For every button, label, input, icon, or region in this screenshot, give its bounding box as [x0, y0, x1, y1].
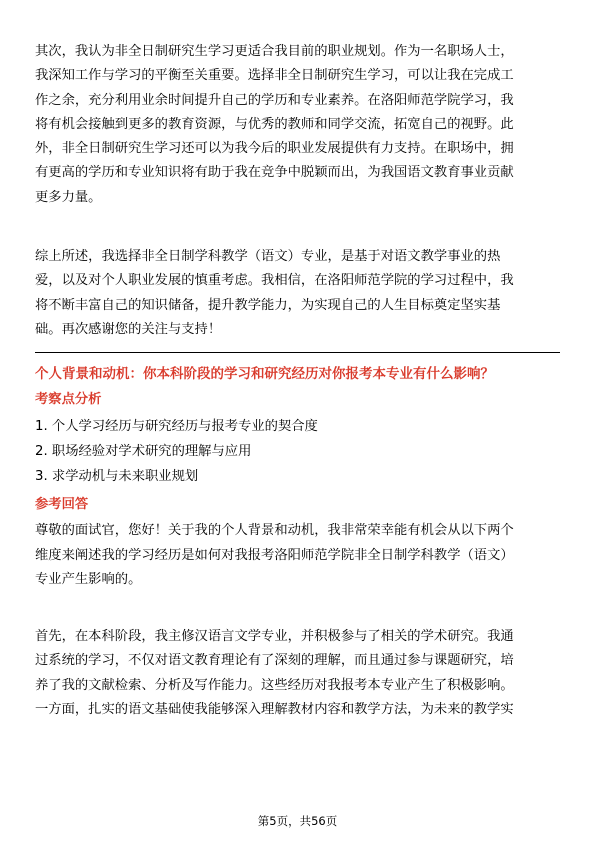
analysis-points: [35, 414, 560, 489]
paragraph-line: 综上所述，我选择非全日制学科教学（语文）专业，是基于对语文教学事业的热: [35, 249, 501, 265]
document-page: [35, 40, 560, 722]
paragraph-line: 专业产生影响的。: [35, 571, 142, 587]
paragraph-line: 将有机会接触到更多的教育资源，与优秀的教师和同学交流，拓宽自己的视野。此: [35, 116, 514, 132]
summary-paragraph: [35, 245, 560, 342]
paragraph-line: 我深知工作与学习的平衡至关重要。选择非全日制研究生学习，可以让我在完成工: [35, 68, 514, 84]
page-number: 第5页，共56页: [257, 814, 338, 828]
section-divider: [35, 352, 560, 353]
paragraph-line: 其次，我认为非全日制研究生学习更适合我目前的职业规划。作为一名职场人士，: [35, 44, 514, 59]
list-item: 1. 个人学习经历与研究经历与报考专业的契合度: [35, 419, 318, 435]
paragraph-line: 维度来阐述我的学习经历是如何对我报考洛阳师范学院非全日制学科教学（语文）: [35, 547, 514, 563]
paragraph-line: 有更高的学历和专业知识将有助于我在竞争中脱颖而出，为我国语文教育事业贡献: [35, 165, 514, 181]
paragraph-line: 一方面，扎实的语文基础使我能够深入理解教材内容和教学方法，为未来的教学实: [35, 702, 514, 718]
paragraph-line: 作之余，充分利用业余时间提升自己的学历和专业素养。在洛阳师范学院学习，我: [35, 92, 514, 108]
paragraph-line: 外，非全日制研究生学习还可以为我今后的职业发展提供有力支持。在职场中，拥: [35, 141, 514, 157]
paragraph-line: 爱，以及对个人职业发展的慎重考虑。我相信，在洛阳师范学院的学习过程中，我: [35, 273, 514, 289]
paragraph-line: 养了我的文献检索、分析及写作能力。这些经历对我报考本专业产生了积极影响。: [35, 677, 514, 693]
intro-paragraph: [35, 40, 560, 210]
paragraph-line: 尊敬的面试官，您好！关于我的个人背景和动机，我非常荣幸能有机会从以下两个: [35, 523, 514, 539]
paragraph-line: 首先，在本科阶段，我主修汉语言文学专业，并积极参与了相关的学术研究。我通: [35, 629, 514, 645]
paragraph-line: 过系统的学习，不仅对语文教育理论有了深刻的理解，而且通过参与课题研究，培: [35, 653, 514, 669]
answer-first-paragraph: [35, 625, 560, 722]
paragraph-spacer: [35, 210, 560, 245]
list-item: 3. 求学动机与未来职业规划: [35, 469, 199, 485]
paragraph-line: 础。再次感谢您的关注与支持！: [35, 321, 222, 337]
question-heading: 个人背景和动机：你本科阶段的学习和研究经历对你报考本专业有什么影响？: [35, 366, 494, 383]
paragraph-line: 将不断丰富自己的知识储备，提升教学能力，为实现自己的人生目标奠定坚实基: [35, 297, 501, 313]
paragraph-spacer: [35, 592, 560, 625]
list-item: 2. 职场经验对学术研究的理解与应用: [35, 444, 252, 460]
answer-opening-paragraph: [35, 519, 560, 592]
analysis-heading: 考察点分析: [35, 392, 102, 408]
paragraph-line: 更多力量。: [35, 189, 102, 205]
answer-heading: 参考回答: [35, 497, 89, 513]
